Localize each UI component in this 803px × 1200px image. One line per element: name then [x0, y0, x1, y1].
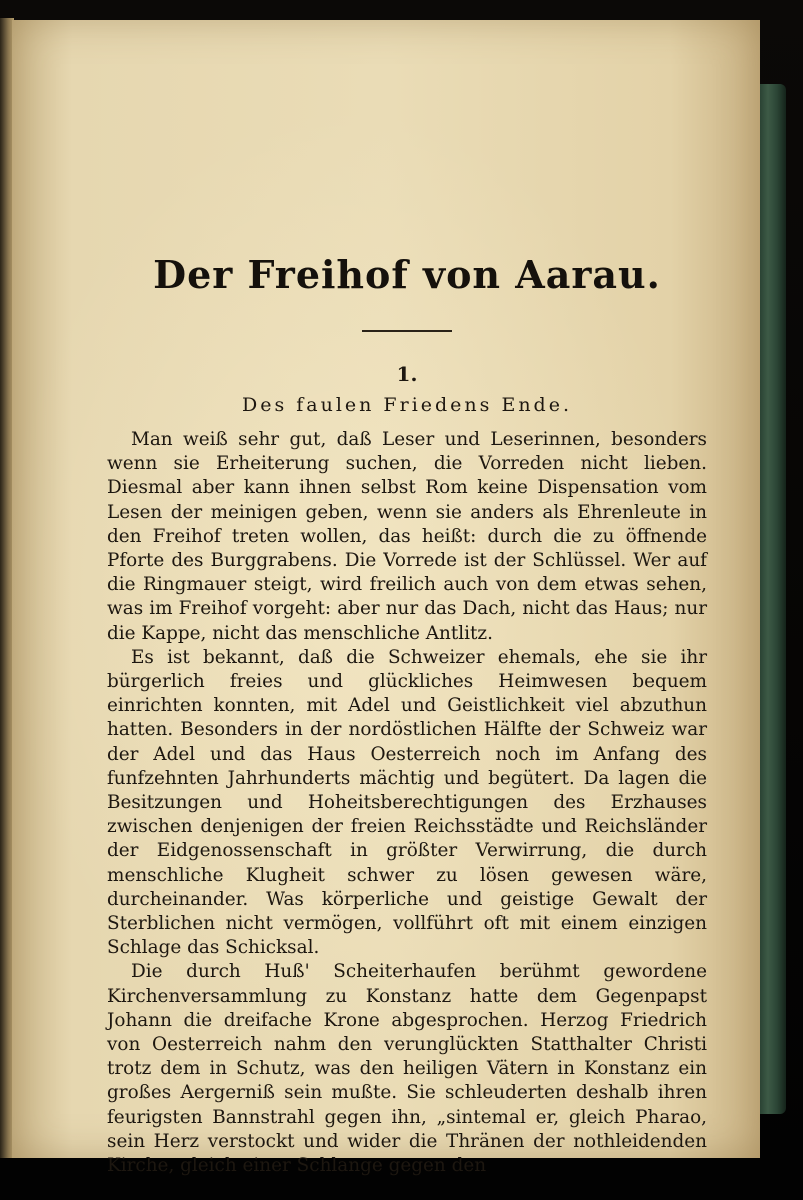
title-divider: [362, 330, 452, 332]
paragraph: Die durch Huß' Scheiterhaufen berühmt gewordene Kirchenversammlung zu Konstanz hatte dem Gegenpapst Johann die dreifache Krone abgesprochen. Herzog Friedrich von Oesterreich nahm den verunglückten Statthalter Christi trotz dem in Schutz, was den heiligen Vätern in Konstanz ein großes Aergerniß sein mußte. Sie schleuderten deshalb ihren feurigsten Bannstrahl gegen ihn, „sintemal er, gleich Pharao, sein Herz verstockt und wider die Thränen der nothleidenden Kirche, gleich einer Schlange gegen den: [107, 961, 707, 1177]
paragraph: Man weiß sehr gut, daß Leser und Leserinnen, besonders wenn sie Erheiterung suchen, die Vorreden nicht lieben. Diesmal aber kann ihnen selbst Rom keine Dispensation vom Lesen der meinigen geben, wenn sie anders als Ehrenleute in den Freihof treten wollen, das heißt: durch die zu öffnende Pforte des Burggrabens. Die Vorrede ist der Schlüssel. Wer auf die Ringmauer steigt, wird freilich auch von dem etwas sehen, was im Freihof vorgeht: aber nur das Dach, nicht das Haus; nur die Kappe, nicht das menschliche Antlitz.: [107, 429, 707, 644]
book-cover-edge: [756, 84, 786, 1114]
paragraph: Es ist bekannt, daß die Schweizer ehemals, ehe sie ihr bürgerlich freies und glückliches Heimwesen bequem einrichten konnten, mit Adel und Geistlichkeit viel abzuthun hatten. Besonders in der nordöstlichen Hälfte der Schweiz war der Adel und das Haus Oesterreich noch im Anfang des funfzehnten Jahrhunderts mächtig und begütert. Da lagen die Besitzungen und Hoheitsberechtigungen des Erzhauses zwischen denjenigen der freien Reichsstädte und Reichsländer der Eidgenossenschaft in größter Verwirrung, die durch menschliche Klugheit schwer zu lösen gewesen wäre, durcheinander. Was körperliche und geistige Gewalt der Sterblichen nicht vermögen, vollführt oft mit einem einzigen Schlage das Schicksal.: [107, 646, 707, 959]
chapter-title: Des faulen Friedens Ende.: [241, 394, 573, 416]
body-text: [107, 428, 707, 1178]
chapter-number: 1.: [396, 362, 418, 386]
page-title: Der Freihof von Aarau.: [153, 252, 661, 297]
book-page: [12, 20, 760, 1177]
page-content: [107, 245, 707, 1178]
